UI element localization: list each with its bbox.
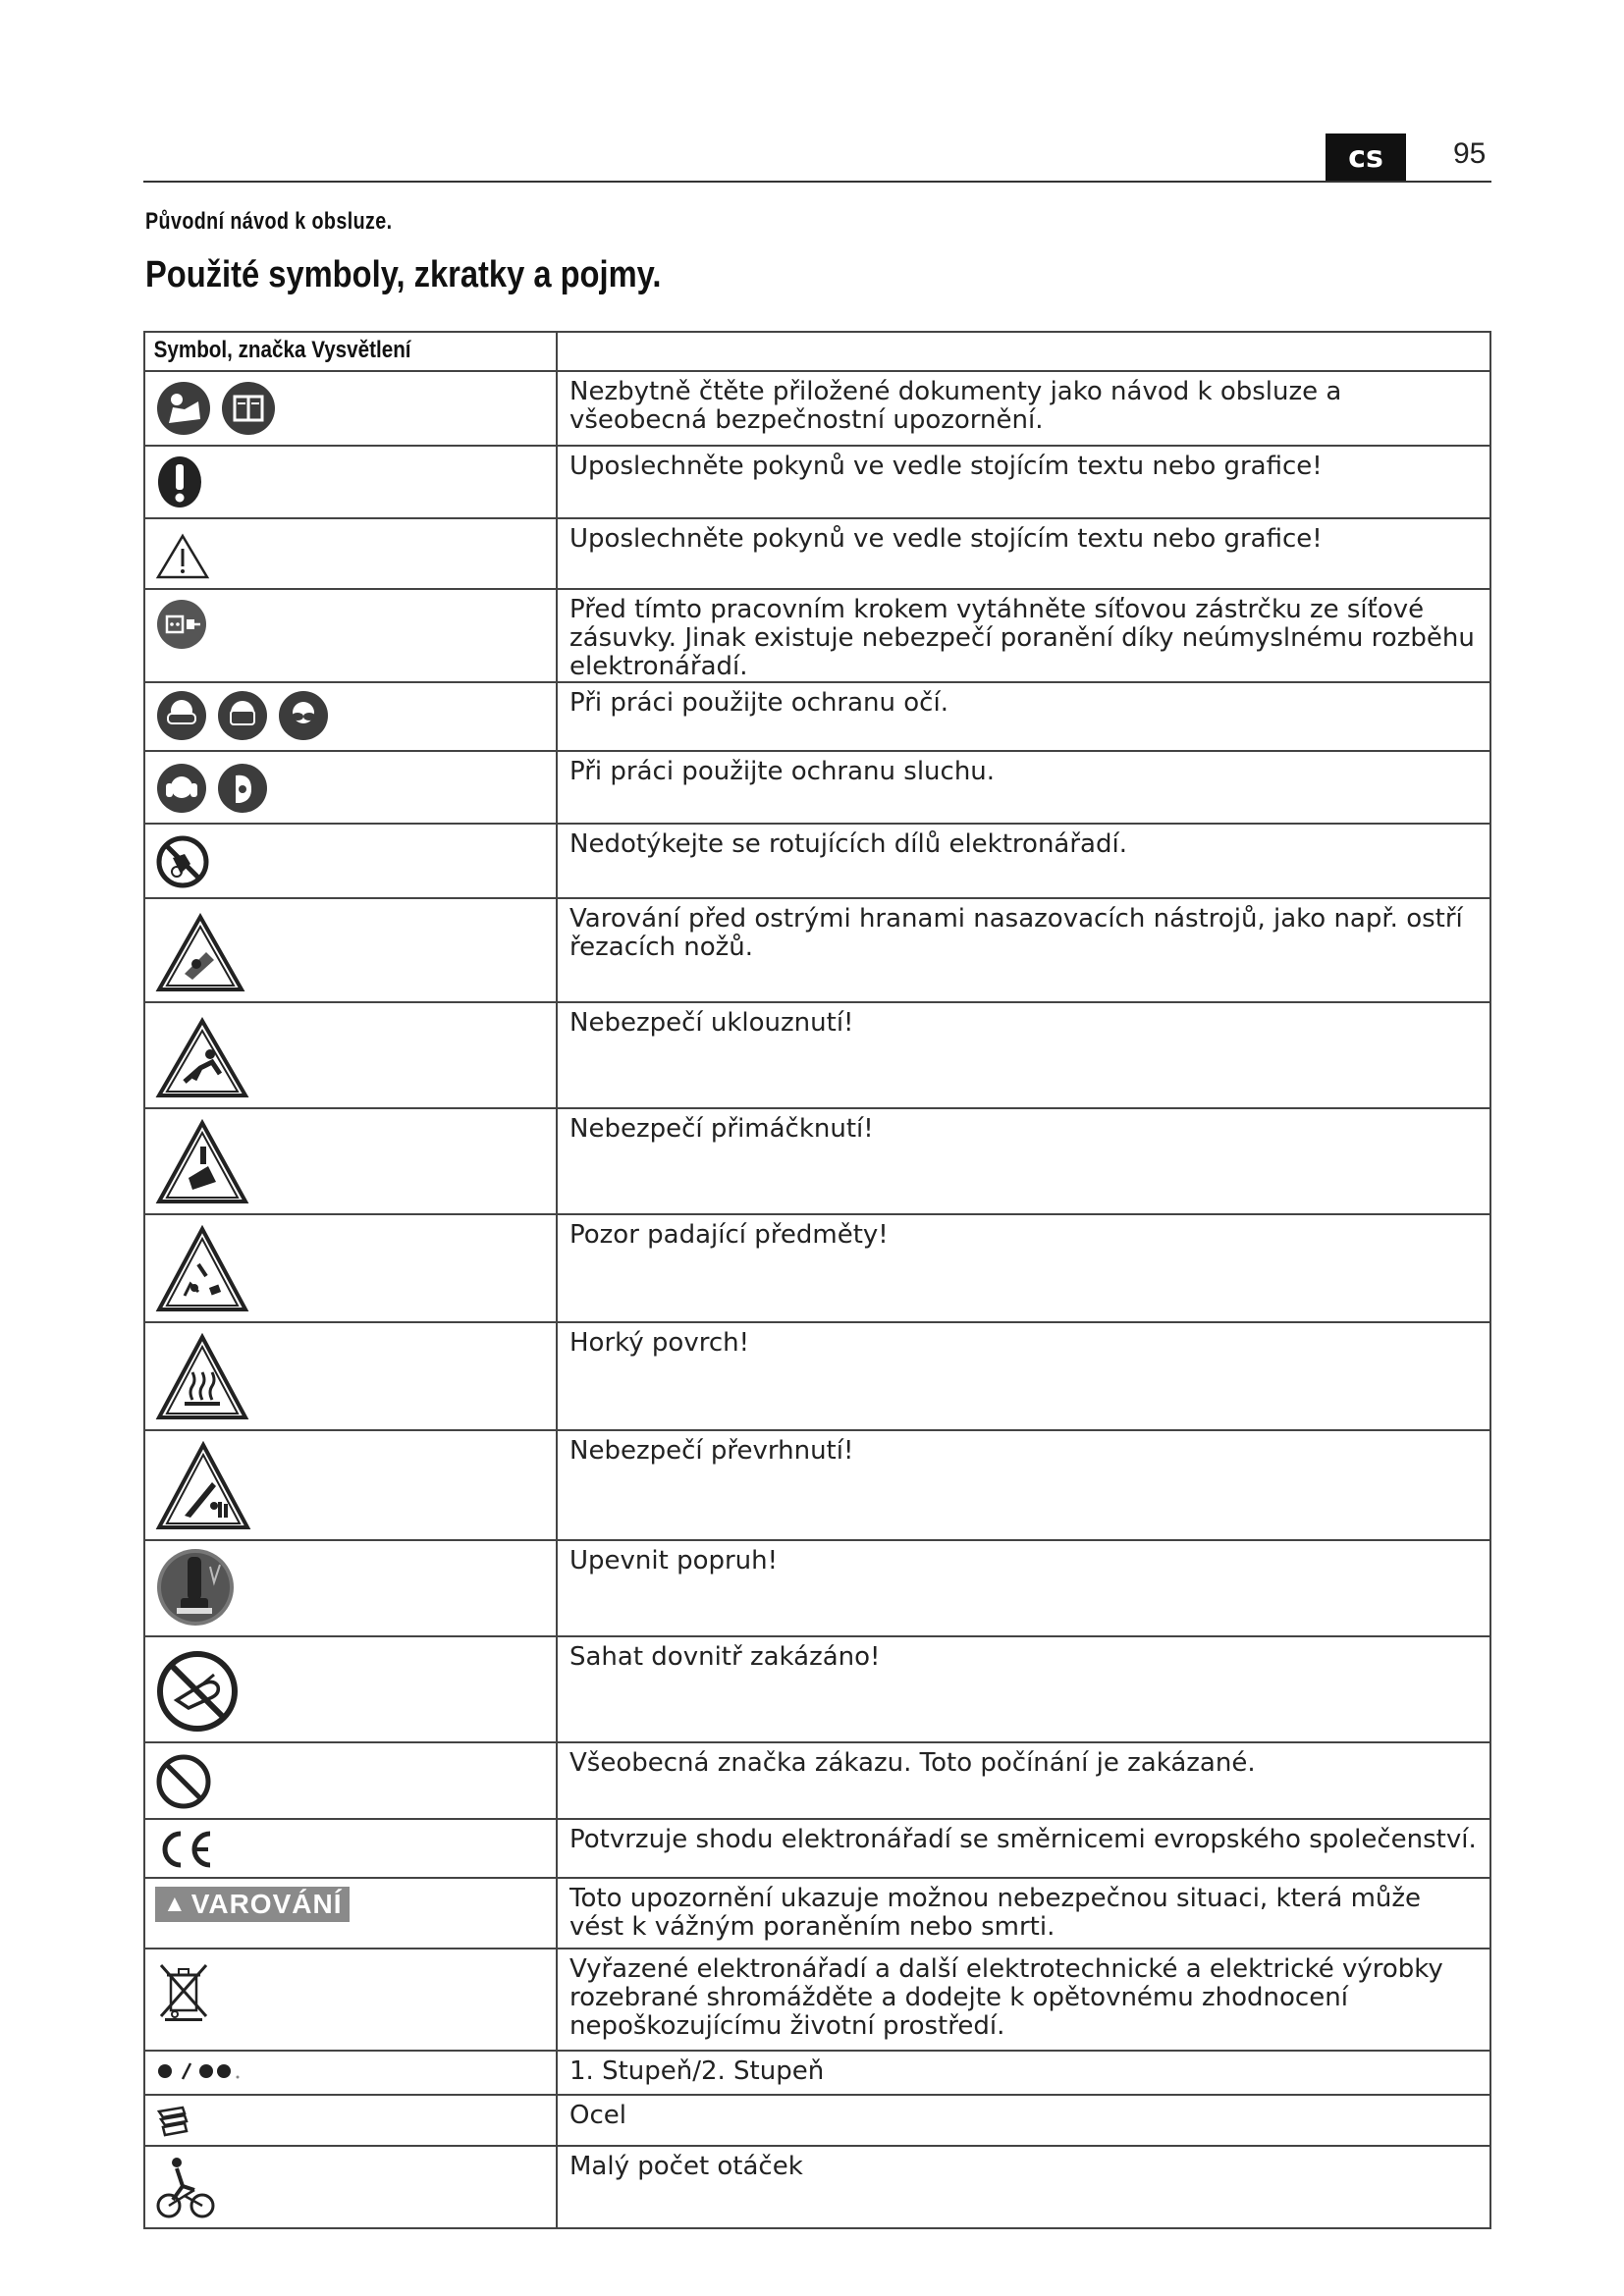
row-text: Toto upozornění ukazuje možnou nebezpečnou situaci, která může vést k vážným poraněním nebo smrti.: [557, 1878, 1490, 1949]
weee-bin-icon: [155, 1961, 212, 2022]
no-reaching-in-icon: [155, 1649, 240, 1734]
tipping-hazard-icon: [155, 1441, 251, 1531]
table-row: [144, 1430, 1490, 1540]
table-row: [144, 824, 1490, 898]
stage-dots-icon: [155, 2059, 244, 2083]
table-row: [144, 589, 1490, 682]
table-row: [144, 1108, 1490, 1214]
hot-surface-icon: [155, 1333, 249, 1421]
read-manual-icon: [155, 380, 212, 437]
unplug-icon: [155, 598, 208, 651]
prohibition-icon: [155, 1753, 212, 1810]
mandatory-exclamation-icon: [155, 454, 204, 509]
book-icon: [220, 380, 277, 437]
table-row: [144, 1322, 1490, 1430]
table-row: [144, 1002, 1490, 1108]
document-subtitle: Původní návod k obsluze.: [145, 208, 393, 235]
page-title: Použité symboly, zkratky a pojmy.: [145, 254, 662, 295]
row-text: Uposlechněte pokynů ve vedle stojícím textu nebo grafice!: [557, 446, 1490, 518]
table-header-row: [144, 332, 1490, 371]
table-row: [144, 2146, 1490, 2228]
row-text: Nebezpečí uklouznutí!: [557, 1002, 1490, 1108]
table-row: [144, 2051, 1490, 2095]
steel-icon: [155, 2104, 190, 2137]
table-header: Symbol, značka Vysvětlení: [153, 337, 411, 363]
row-text: Ocel: [557, 2095, 1490, 2146]
row-text: Potvrzuje shodu elektronářadí se směrnicemi evropského společenství.: [557, 1819, 1490, 1878]
row-text: Nebezpečí přimáčknutí!: [557, 1108, 1490, 1214]
falling-objects-icon: [155, 1225, 249, 1313]
table-row: [144, 1949, 1490, 2051]
row-text: Při práci použijte ochranu sluchu.: [557, 751, 1490, 824]
warning-banner-label: VAROVÁNÍ: [190, 1889, 343, 1919]
warning-banner-icon: ▲: [163, 1891, 188, 1917]
row-text: Horký povrch!: [557, 1322, 1490, 1430]
table-row: [144, 371, 1490, 446]
row-text: Malý počet otáček: [557, 2146, 1490, 2228]
row-text: Před tímto pracovním krokem vytáhněte síťovou zástrčku ze síťové zásuvky. Jinak existuje nebezpečí poranění díky neúmyslnému rozběhu elektronářadí.: [557, 589, 1490, 682]
row-text: Varování před ostrými hranami nasazovacích nástrojů, jako např. ostří řezacích nožů.: [557, 898, 1490, 1002]
slip-hazard-icon: [155, 1017, 249, 1099]
table-row: [144, 1636, 1490, 1742]
ear-protection-icon: [216, 762, 269, 815]
header-rule: [143, 181, 1491, 183]
row-text: 1. Stupeň/2. Stupeň: [557, 2051, 1490, 2095]
eye-protection-icon: [277, 689, 330, 742]
goggles-icon: [155, 689, 208, 742]
table-row: [144, 751, 1490, 824]
ear-muffs-icon: [155, 762, 208, 815]
row-text: Nezbytně čtěte přiložené dokumenty jako návod k obsluze a všeobecná bezpečnostní upozornění.: [557, 371, 1490, 446]
crush-hazard-icon: [155, 1119, 249, 1205]
table-row: [144, 1214, 1490, 1322]
language-badge: cs: [1326, 133, 1406, 181]
table-row: [144, 446, 1490, 518]
table-row: [144, 1819, 1490, 1878]
fasten-strap-icon: [155, 1547, 236, 1628]
row-text: Vyřazené elektronářadí a další elektrotechnické a elektrické výrobky rozebrané shromážděte a dodejte k opětovnému zhodnocení nepoškozujícímu životní prostředí.: [557, 1949, 1490, 2051]
ce-mark-icon: [155, 1830, 218, 1869]
row-text: Všeobecná značka zákazu. Toto počínání je zakázané.: [557, 1742, 1490, 1819]
row-text: Upevnit popruh!: [557, 1540, 1490, 1636]
table-row: [144, 1878, 1490, 1949]
row-text: Nedotýkejte se rotujících dílů elektronářadí.: [557, 824, 1490, 898]
symbols-table: [143, 331, 1491, 2229]
row-text: Při práci použijte ochranu očí.: [557, 682, 1490, 751]
low-speed-icon: [155, 2157, 218, 2219]
warning-triangle-icon: [155, 533, 210, 580]
table-row: [144, 1540, 1490, 1636]
no-touch-rotating-icon: [155, 834, 210, 889]
table-row: [144, 518, 1490, 589]
page-number: 95: [1453, 137, 1487, 170]
face-shield-icon: [216, 689, 269, 742]
row-text: Sahat dovnitř zakázáno!: [557, 1636, 1490, 1742]
row-text: Nebezpečí převrhnutí!: [557, 1430, 1490, 1540]
row-text: Uposlechněte pokynů ve vedle stojícím textu nebo grafice!: [557, 518, 1490, 589]
table-row: [144, 1742, 1490, 1819]
table-row: [144, 898, 1490, 1002]
row-text: Pozor padající předměty!: [557, 1214, 1490, 1322]
sharp-edges-warning-icon: [155, 913, 245, 993]
warning-banner: [155, 1887, 350, 1922]
table-row: [144, 2095, 1490, 2146]
table-row: [144, 682, 1490, 751]
